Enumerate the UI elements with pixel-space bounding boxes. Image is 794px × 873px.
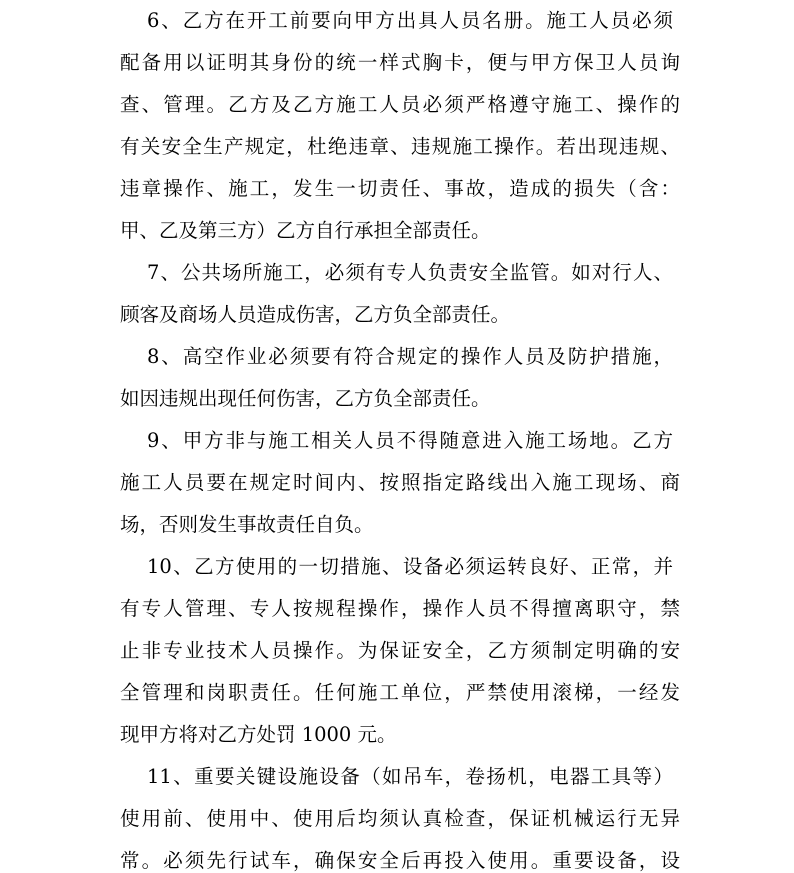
paragraph-line: 10、乙方使用的一切措施、设备必须运转良好、正常，并 [147,555,673,578]
paragraph-line: 查、管理。乙方及乙方施工人员必须严格遵守施工、操作的 [120,93,680,116]
paragraph-line: 配备用以证明其身份的统一样式胸卡，便与甲方保卫人员询 [120,51,680,74]
paragraph-line: 11、重要关键设施设备（如吊车，卷扬机，电器工具等） [147,765,673,788]
paragraph-line: 全管理和岗职责任。任何施工单位，严禁使用滚梯，一经发 [120,681,680,704]
paragraph-line: 9、甲方非与施工相关人员不得随意进入施工场地。乙方 [147,429,673,452]
paragraph-line: 有专人管理、专人按规程操作，操作人员不得擅离职守，禁 [120,597,680,620]
paragraph-line: 如因违规出现任何伤害，乙方负全部责任。 [120,387,491,410]
paragraph-line: 现甲方将对乙方处罚 1000 元。 [120,723,397,746]
paragraph-line: 使用前、使用中、使用后均须认真检查，保证机械运行无异 [120,807,680,830]
paragraph-line: 止非专业技术人员操作。为保证安全，乙方须制定明确的安 [120,639,680,662]
paragraph-line: 6、乙方在开工前要向甲方出具人员名册。施工人员必须 [147,9,673,32]
paragraph-line: 违章操作、施工，发生一切责任、事故，造成的损失（含： [120,177,680,200]
paragraph-line: 顾客及商场人员造成伤害，乙方负全部责任。 [120,303,511,326]
paragraph-line: 8、高空作业必须要有符合规定的操作人员及防护措施， [147,345,673,368]
paragraph-line: 有关安全生产规定，杜绝违章、违规施工操作。若出现违规、 [120,135,680,158]
paragraph-line: 甲、乙及第三方）乙方自行承担全部责任。 [120,219,491,242]
paragraph-line: 常。必须先行试车，确保安全后再投入使用。重要设备，设 [120,849,680,872]
paragraph-line: 场，否则发生事故责任自负。 [120,513,374,536]
paragraph-line: 7、公共场所施工，必须有专人负责安全监管。如对行人、 [147,261,673,284]
paragraph-line: 施工人员要在规定时间内、按照指定路线出入施工现场、商 [120,471,680,494]
